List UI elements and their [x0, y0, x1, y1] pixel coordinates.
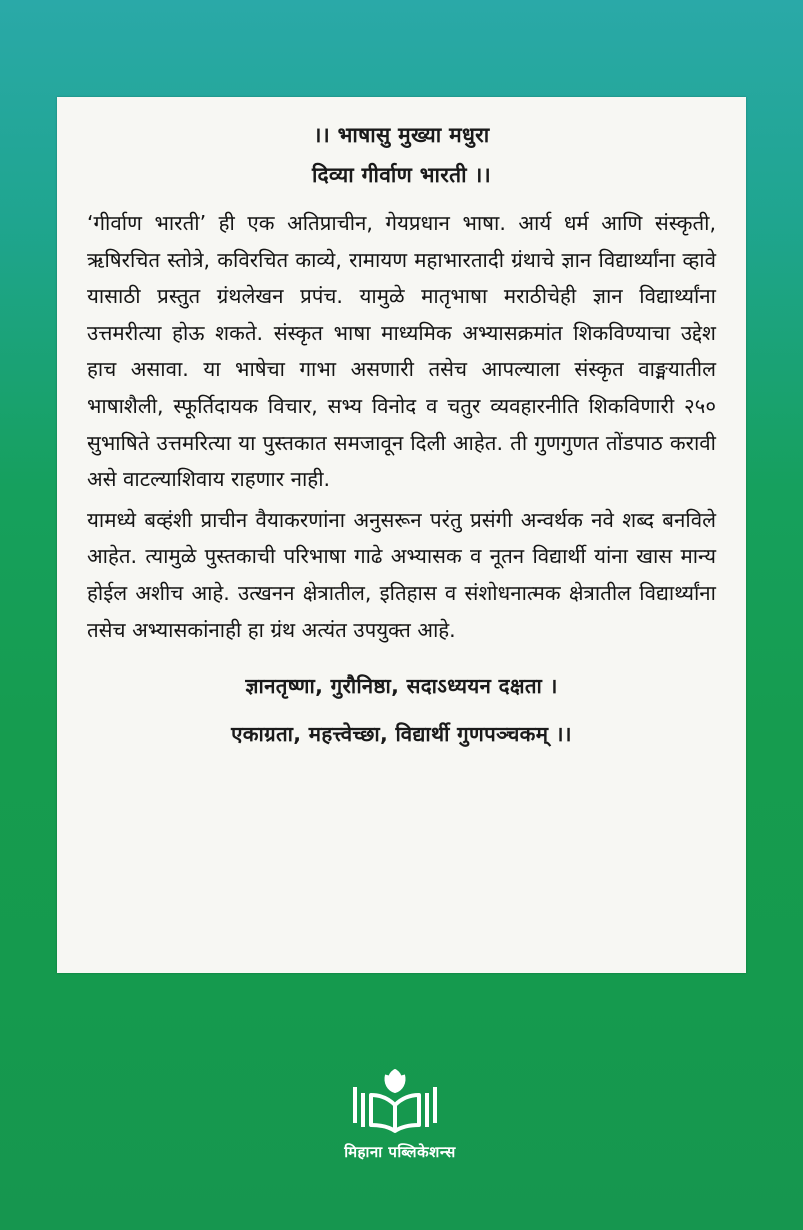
- motto-line-1: ज्ञानतृष्णा, गुरौनिष्ठा, सदाऽध्ययन दक्षता ।: [245, 674, 558, 699]
- description-paragraph-2: यामध्ये बव्हंशी प्राचीन वैयाकरणांना अनुसरून परंतु प्रसंगी अन्वर्थक नवे शब्द बनविले आहेत. त्यामुळे पुस्तकाची परिभाषा गाढे अभ्यासक व नूतन विद्यार्थी यांना खास मान्य होईल अशीच आहे. उत्खनन क्षेत्रातील, इतिहास व संशोधनात्मक क्षेत्रातील विद्यार्थ्यांना तसेच अभ्यासकांनाही हा ग्रंथ अत्यंत उपयुक्त आहे.: [87, 507, 716, 642]
- verse-heading-line-2: दिव्या गीर्वाण भारती ।।: [312, 163, 491, 187]
- publisher-name: मिहाना पब्लिकेशन्स: [344, 1143, 456, 1161]
- description-paragraph-1: ‘गीर्वाण भारती’ ही एक अतिप्राचीन, गेयप्रधान भाषा. आर्य धर्म आणि संस्कृती, ऋषिरचित स्तोत्रे, कविरचित काव्ये, रामायण महाभारतादी ग्रंथाचे ज्ञान विद्यार्थ्यांना व्हावे यासाठी प्रस्तुत ग्रंथलेखन प्रपंच. यामुळे मातृभाषा मराठीचेही ज्ञान विद्यार्थ्यांना उत्तमरीत्या होऊ शकते. संस्कृत भाषा माध्यमिक अभ्यासक्रमांत शिकविण्याचा उद्देश हाच असावा. या भाषेचा गाभा असणारी तसेच आपल्याला संस्कृत वाङ्मयातील भाषाशैली, स्फूर्तिदायक विचार, सभ्य विनोद व चतुर व्यवहारनीति शिकविणारी २५० सुभाषिते उत्तमरित्या या पुस्तकात समजावून दिली आहेत. ती गुणगुणत तोंडपाठ करावी असे वाटल्याशिवाय राहणार नाही.: [87, 211, 716, 492]
- motto-line-2: एकाग्रता, महत्त्वेच्छा, विद्यार्थी गुणपञ्चकम् ।।: [231, 722, 572, 747]
- book-tulip-logo-icon: [345, 1065, 445, 1135]
- verse-heading-line-1: ।। भाषासु मुख्या मधुरा: [313, 123, 490, 147]
- motto-verse: [87, 662, 716, 758]
- text-panel: [57, 97, 746, 973]
